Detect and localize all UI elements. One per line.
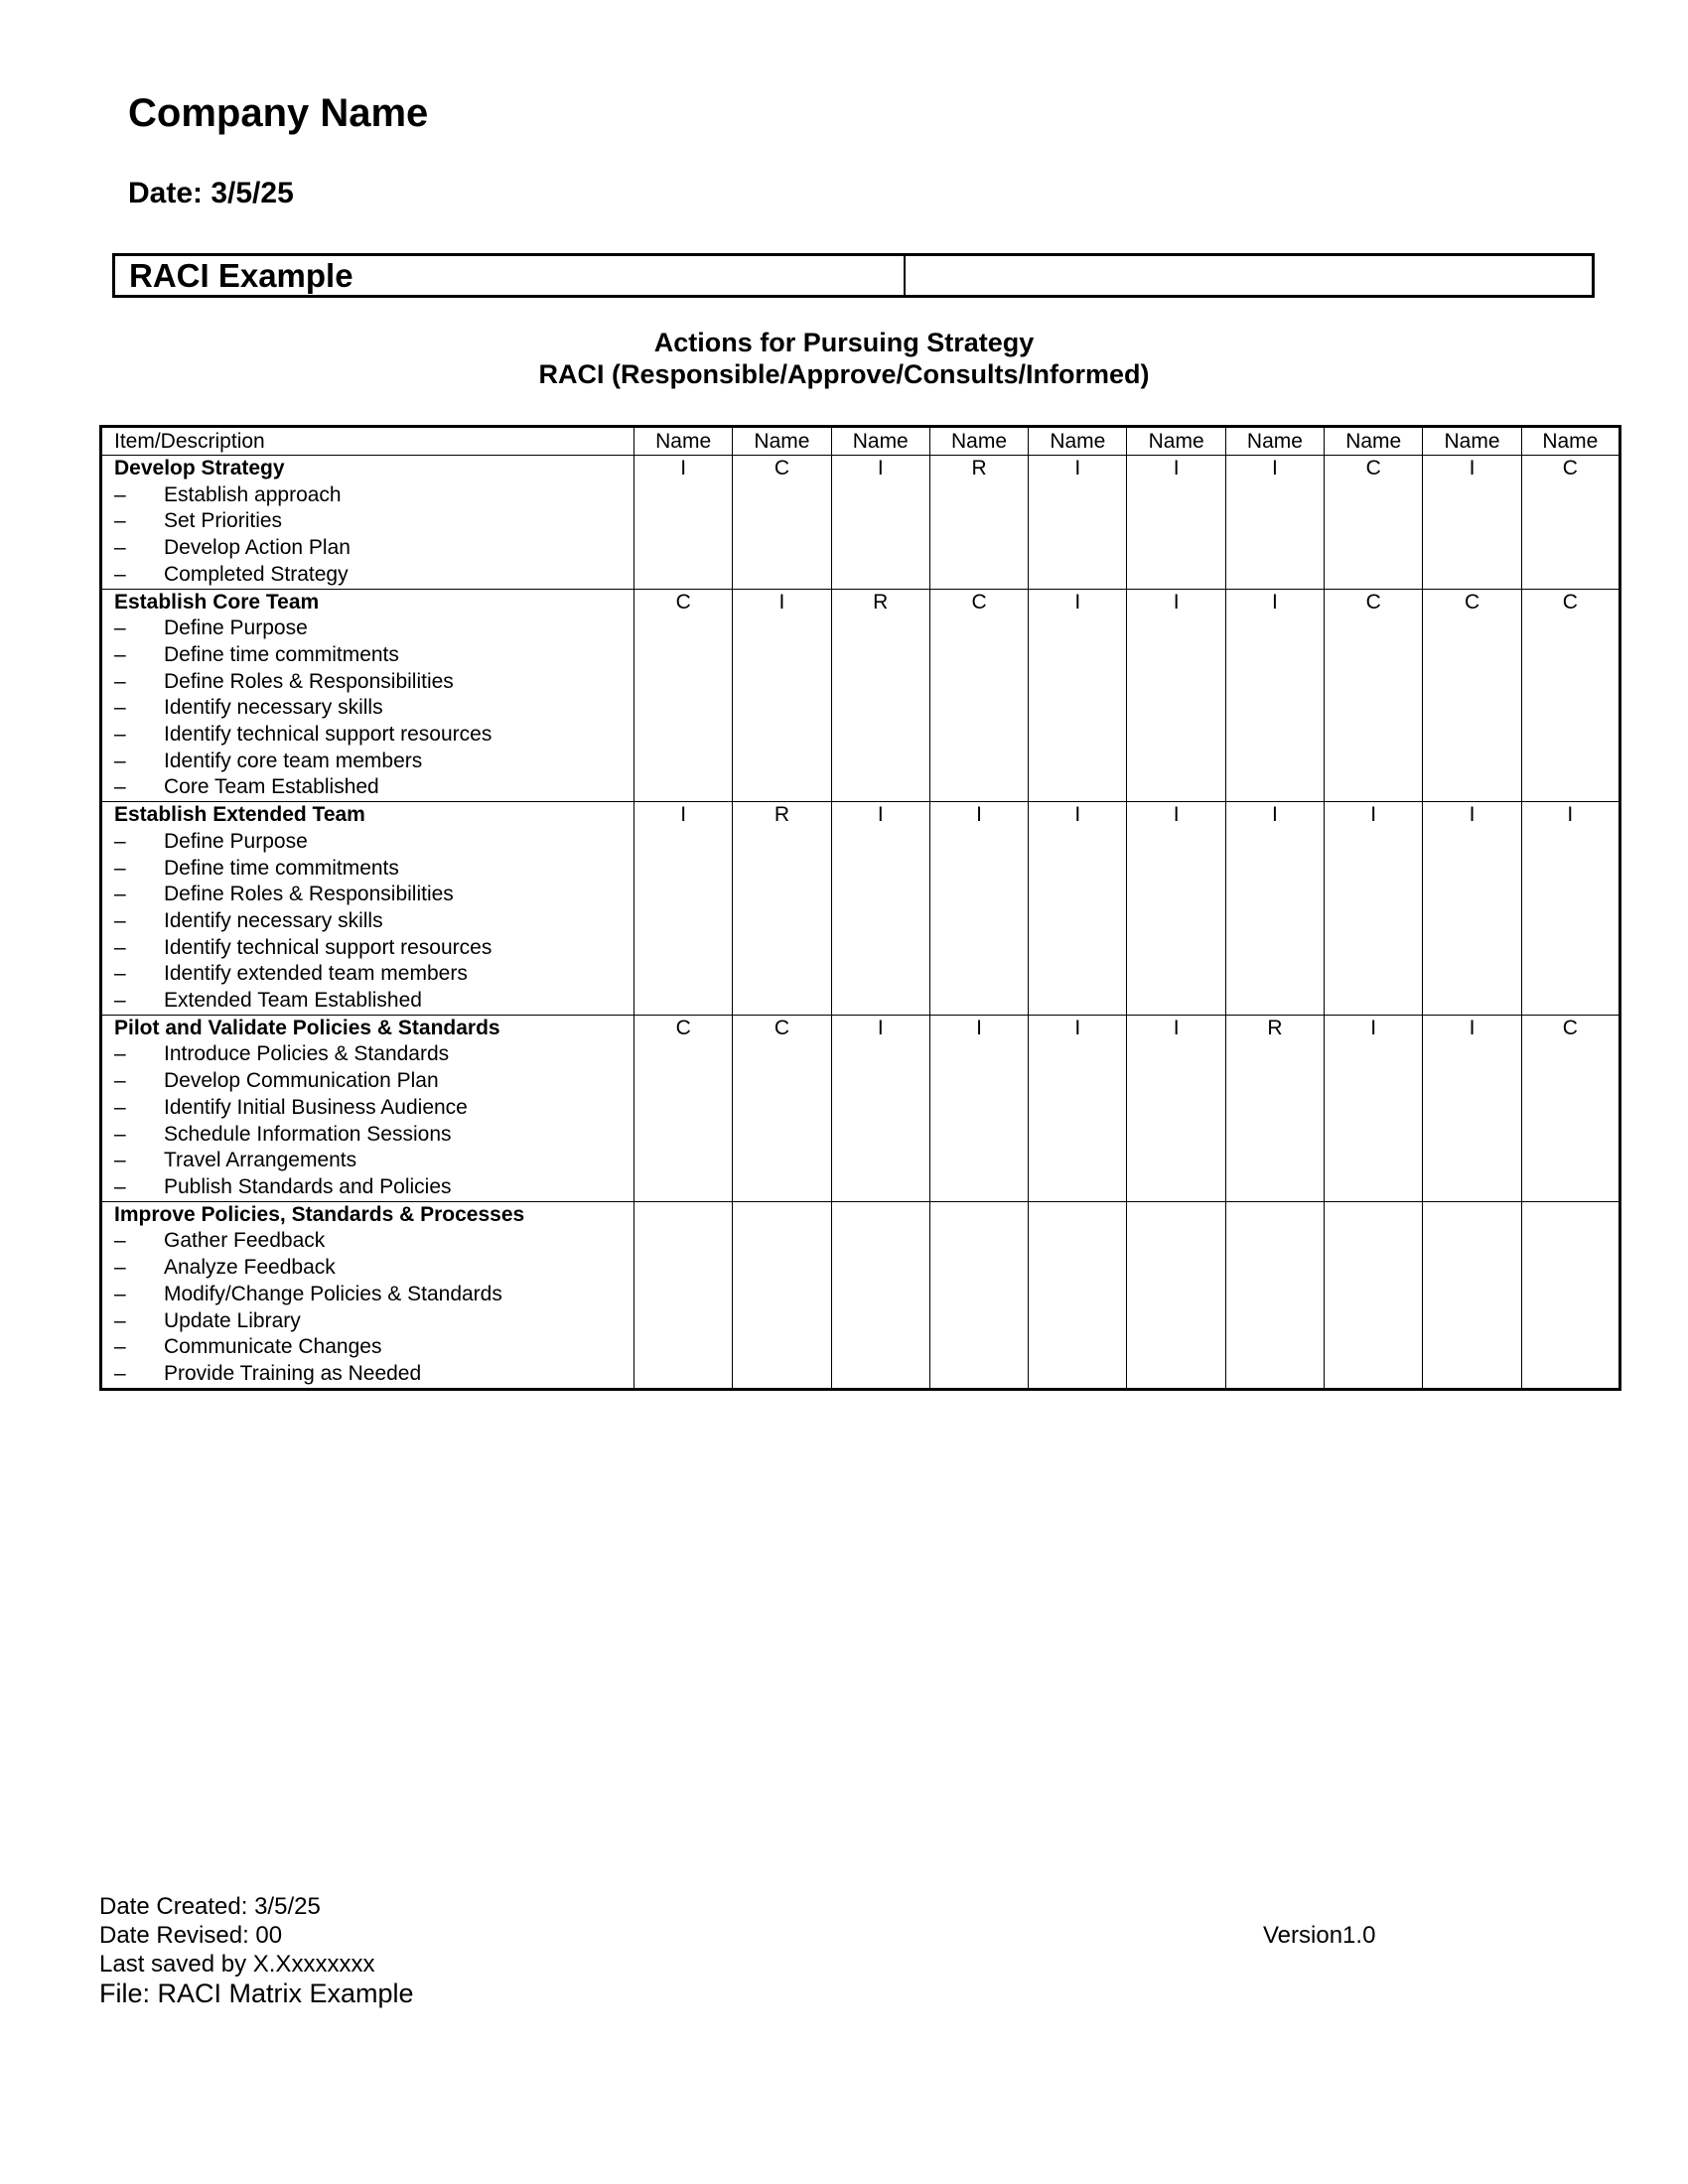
- raci-code-cell: I: [733, 589, 831, 802]
- list-item-label: Travel Arrangements: [164, 1149, 357, 1172]
- raci-code-cell: I: [634, 456, 733, 590]
- raci-code-cell: I: [1127, 1015, 1225, 1201]
- list-item: [114, 1228, 633, 1255]
- dash-bullet: –: [114, 482, 126, 506]
- dash-bullet: –: [114, 1282, 126, 1305]
- file-name: File: RACI Matrix Example: [99, 1979, 414, 2008]
- group-title: Establish Core Team: [114, 590, 320, 614]
- raci-code-cell: I: [831, 802, 929, 1016]
- raci-code-cell: [1521, 1201, 1619, 1389]
- list-item: [114, 882, 633, 908]
- raci-code-cell: I: [1029, 456, 1127, 590]
- dash-bullet: –: [114, 1149, 126, 1172]
- item-description-cell: [101, 802, 634, 1016]
- dash-bullet: –: [114, 1335, 126, 1359]
- raci-code-cell: C: [1521, 589, 1619, 802]
- list-item: [114, 722, 633, 749]
- dash-bullet: –: [114, 1042, 126, 1066]
- list-item: [114, 988, 633, 1015]
- raci-code-cell: I: [831, 456, 929, 590]
- dash-bullet: –: [114, 1069, 126, 1093]
- raci-code-cell: C: [1423, 589, 1521, 802]
- raci-code-cell: I: [1127, 456, 1225, 590]
- list-item: [114, 695, 633, 722]
- list-item-label: Schedule Information Sessions: [164, 1122, 452, 1146]
- list-item-label: Modify/Change Policies & Standards: [164, 1282, 502, 1305]
- raci-code-cell: I: [1325, 802, 1423, 1016]
- list-item: [114, 508, 633, 535]
- table-row: [101, 456, 1620, 590]
- list-item: [114, 935, 633, 962]
- dash-bullet: –: [114, 935, 126, 959]
- group-title: Develop Strategy: [114, 457, 285, 479]
- dash-bullet: –: [114, 669, 126, 693]
- list-item: [114, 1282, 633, 1308]
- raci-code-cell: I: [831, 1015, 929, 1201]
- dash-bullet: –: [114, 856, 126, 880]
- dash-bullet: –: [114, 908, 126, 932]
- raci-code-cell: R: [831, 589, 929, 802]
- raci-code-cell: [733, 1201, 831, 1389]
- name-column-header: Name: [1029, 427, 1127, 456]
- list-item-label: Update Library: [164, 1308, 301, 1332]
- table-row: [101, 589, 1620, 802]
- dash-bullet: –: [114, 642, 126, 666]
- raci-code-cell: [1225, 1201, 1324, 1389]
- group-title: Pilot and Validate Policies & Standards: [114, 1016, 500, 1039]
- dash-bullet: –: [114, 962, 126, 986]
- list-item-label: Define Roles & Responsibilities: [164, 669, 454, 693]
- raci-code-cell: C: [634, 1015, 733, 1201]
- list-item: [114, 615, 633, 642]
- list-item-label: Identify technical support resources: [164, 935, 492, 959]
- list-item-label: Define Purpose: [164, 829, 308, 853]
- list-item: [114, 642, 633, 669]
- name-column-header: Name: [733, 427, 831, 456]
- list-item: [114, 1041, 633, 1068]
- dash-bullet: –: [114, 1361, 126, 1385]
- list-item: [114, 856, 633, 883]
- list-item-label: Develop Communication Plan: [164, 1069, 439, 1093]
- raci-code-cell: [1423, 1201, 1521, 1389]
- name-column-header: Name: [634, 427, 733, 456]
- name-column-header: Name: [1127, 427, 1225, 456]
- raci-code-cell: C: [1325, 589, 1423, 802]
- raci-code-cell: I: [1127, 802, 1225, 1016]
- document-date: Date: 3/5/25: [128, 177, 294, 209]
- list-item: [114, 1334, 633, 1361]
- dash-bullet: –: [114, 509, 126, 533]
- list-item-label: Communicate Changes: [164, 1335, 382, 1359]
- table-row: [101, 802, 1620, 1016]
- list-item-label: Identify Initial Business Audience: [164, 1095, 468, 1119]
- list-item: [114, 749, 633, 775]
- dash-bullet: –: [114, 749, 126, 772]
- name-column-header: Name: [831, 427, 929, 456]
- raci-code-cell: I: [1225, 802, 1324, 1016]
- date-revised: Date Revised: 00: [99, 1922, 283, 1949]
- item-description-cell: [101, 589, 634, 802]
- dash-bullet: –: [114, 1229, 126, 1253]
- list-item-label: Analyze Feedback: [164, 1256, 336, 1280]
- last-saved-by: Last saved by X.Xxxxxxxx: [99, 1951, 375, 1978]
- desc-column-header: Item/Description: [101, 427, 634, 456]
- raci-code-cell: C: [733, 1015, 831, 1201]
- dash-bullet: –: [114, 562, 126, 586]
- raci-code-cell: I: [1225, 456, 1324, 590]
- raci-code-cell: I: [1423, 802, 1521, 1016]
- list-item-label: Define time commitments: [164, 642, 399, 666]
- raci-code-cell: [1325, 1201, 1423, 1389]
- list-item-label: Develop Action Plan: [164, 536, 351, 560]
- raci-code-cell: R: [733, 802, 831, 1016]
- list-item: [114, 1095, 633, 1122]
- list-item: [114, 1174, 633, 1201]
- dash-bullet: –: [114, 1122, 126, 1146]
- raci-code-cell: C: [1325, 456, 1423, 590]
- raci-code-cell: C: [1521, 1015, 1619, 1201]
- version-label: Version1.0: [1263, 1922, 1376, 1949]
- subtitle-raci-legend: RACI (Responsible/Approve/Consults/Informed): [538, 359, 1150, 389]
- raci-code-cell: [1029, 1201, 1127, 1389]
- raci-code-cell: I: [1225, 589, 1324, 802]
- table-row: [101, 1201, 1620, 1389]
- list-item: [114, 908, 633, 935]
- dash-bullet: –: [114, 1095, 126, 1119]
- raci-code-cell: I: [1423, 1015, 1521, 1201]
- name-column-header: Name: [1423, 427, 1521, 456]
- list-item-label: Gather Feedback: [164, 1229, 326, 1253]
- list-item: [114, 774, 633, 801]
- name-column-header: Name: [929, 427, 1028, 456]
- header-row: [101, 427, 1620, 456]
- raci-code-cell: R: [929, 456, 1028, 590]
- raci-code-cell: C: [929, 589, 1028, 802]
- dash-bullet: –: [114, 775, 126, 799]
- subtitle-actions: Actions for Pursuing Strategy: [653, 328, 1035, 357]
- raci-code-cell: I: [1029, 802, 1127, 1016]
- list-item-label: Publish Standards and Policies: [164, 1174, 452, 1198]
- list-item: [114, 1308, 633, 1335]
- name-column-header: Name: [1521, 427, 1619, 456]
- list-item-label: Identify core team members: [164, 749, 423, 772]
- dash-bullet: –: [114, 989, 126, 1013]
- list-item: [114, 1361, 633, 1388]
- raci-code-cell: I: [929, 1015, 1028, 1201]
- dash-bullet: –: [114, 616, 126, 640]
- list-item: [114, 961, 633, 988]
- dash-bullet: –: [114, 1174, 126, 1198]
- list-item-label: Set Priorities: [164, 509, 283, 533]
- group-title: Improve Policies, Standards & Processes: [114, 1202, 525, 1226]
- raci-code-cell: I: [1029, 589, 1127, 802]
- item-description-cell: [101, 1015, 634, 1201]
- list-item-label: Identify necessary skills: [164, 696, 383, 720]
- dash-bullet: –: [114, 723, 126, 747]
- list-item: [114, 669, 633, 696]
- list-item: [114, 562, 633, 589]
- raci-code-cell: I: [1423, 456, 1521, 590]
- dash-bullet: –: [114, 536, 126, 560]
- title-box-blank-cell: [906, 256, 1592, 295]
- raci-code-cell: C: [1521, 456, 1619, 590]
- list-item-label: Define Purpose: [164, 616, 308, 640]
- group-title: Establish Extended Team: [114, 803, 365, 827]
- list-item-label: Core Team Established: [164, 775, 379, 799]
- raci-code-cell: [1127, 1201, 1225, 1389]
- table-row: [101, 1015, 1620, 1201]
- item-description-cell: [101, 1201, 634, 1389]
- title-box: [112, 253, 1595, 298]
- dash-bullet: –: [114, 1308, 126, 1332]
- list-item: [114, 1068, 633, 1095]
- list-item-label: Identify technical support resources: [164, 723, 492, 747]
- dash-bullet: –: [114, 1256, 126, 1280]
- list-item: [114, 1148, 633, 1174]
- list-item-label: Completed Strategy: [164, 562, 349, 586]
- raci-code-cell: I: [1521, 802, 1619, 1016]
- raci-code-cell: C: [733, 456, 831, 590]
- list-item: [114, 829, 633, 856]
- list-item-label: Identify necessary skills: [164, 908, 383, 932]
- list-item: [114, 1255, 633, 1282]
- list-item: [114, 482, 633, 509]
- list-item: [114, 1122, 633, 1149]
- raci-code-cell: [831, 1201, 929, 1389]
- date-created: Date Created: 3/5/25: [99, 1893, 321, 1920]
- name-column-header: Name: [1325, 427, 1423, 456]
- document-title: RACI Example: [115, 256, 906, 295]
- list-item: [114, 535, 633, 562]
- raci-code-cell: [929, 1201, 1028, 1389]
- raci-code-cell: R: [1225, 1015, 1324, 1201]
- list-item-label: Define Roles & Responsibilities: [164, 883, 454, 906]
- raci-code-cell: I: [1029, 1015, 1127, 1201]
- raci-code-cell: [634, 1201, 733, 1389]
- dash-bullet: –: [114, 829, 126, 853]
- list-item-label: Define time commitments: [164, 856, 399, 880]
- raci-code-cell: C: [634, 589, 733, 802]
- raci-code-cell: I: [1127, 589, 1225, 802]
- company-name: Company Name: [128, 91, 429, 135]
- list-item-label: Extended Team Established: [164, 989, 422, 1013]
- raci-code-cell: I: [929, 802, 1028, 1016]
- dash-bullet: –: [114, 696, 126, 720]
- name-column-header: Name: [1225, 427, 1324, 456]
- list-item-label: Introduce Policies & Standards: [164, 1042, 450, 1066]
- list-item-label: Identify extended team members: [164, 962, 468, 986]
- list-item-label: Provide Training as Needed: [164, 1361, 422, 1385]
- dash-bullet: –: [114, 883, 126, 906]
- raci-code-cell: I: [634, 802, 733, 1016]
- item-description-cell: [101, 456, 634, 590]
- list-item-label: Establish approach: [164, 482, 342, 506]
- raci-code-cell: I: [1325, 1015, 1423, 1201]
- raci-table: [99, 425, 1621, 1391]
